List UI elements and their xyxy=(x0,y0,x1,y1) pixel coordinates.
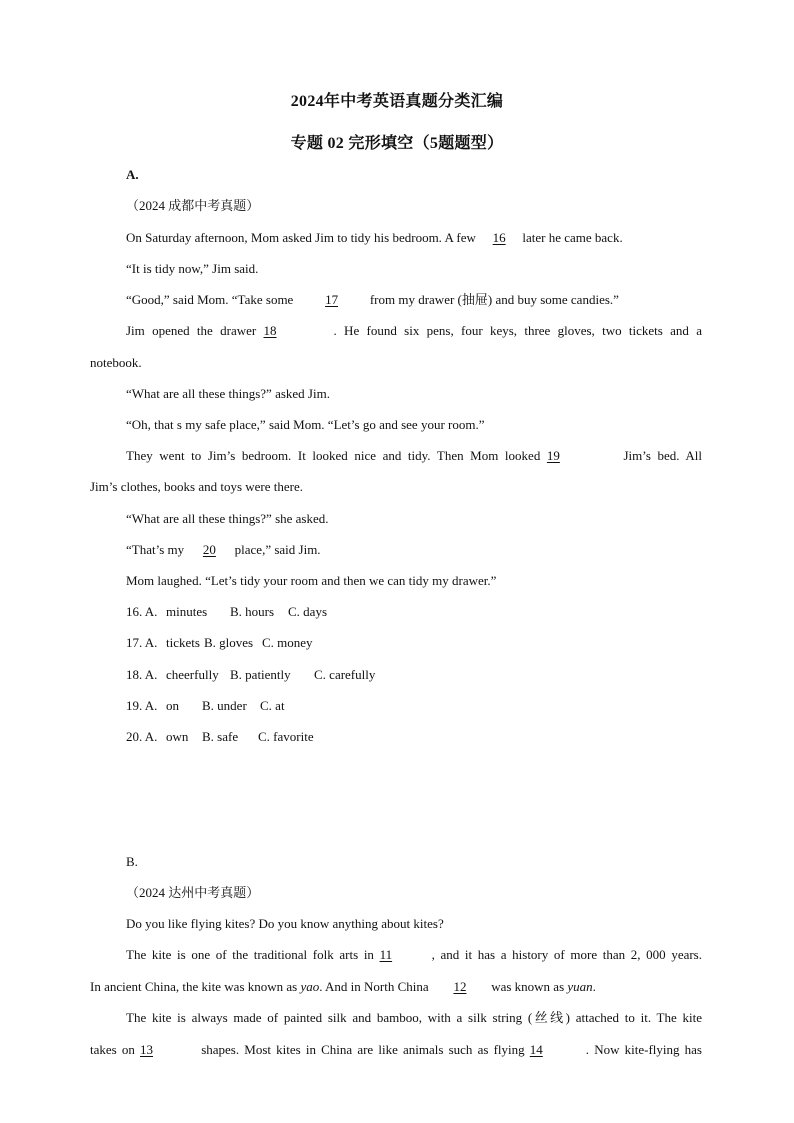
option-row-16: 16. A. minutes B. hours C. days xyxy=(126,604,327,619)
paragraph-a6: “Oh, that s my safe place,” said Mom. “Let’s go and see your room.” xyxy=(126,417,485,432)
paragraph-a1: On Saturday afternoon, Mom asked Jim to tidy his bedroom. A few 16 later he came back. xyxy=(126,230,623,245)
paragraph-a10: Mom laughed. “Let’s tidy your room and then we can tidy my drawer.” xyxy=(126,573,497,588)
term-yao: yao xyxy=(300,979,320,994)
paragraph-a5: “What are all these things?” asked Jim. xyxy=(126,386,330,401)
blank-17: 17 xyxy=(325,292,339,307)
paragraph-b2: The kite is one of the traditional folk arts in 11 , and it has a history of more than 2, 000 years. xyxy=(126,947,702,962)
document-title: 2024年中考英语真题分类汇编 xyxy=(290,93,504,110)
blank-19: 19 xyxy=(546,448,560,463)
section-b-source: （2024 达州中考真题） xyxy=(126,885,260,900)
paragraph-b1: Do you like flying kites? Do you know anything about kites? xyxy=(126,916,444,931)
blank-16: 16 xyxy=(492,230,506,245)
paragraph-a7: They went to Jim’s bedroom. It looked nice and tidy. Then Mom looked 19 Jim’s bed. All xyxy=(126,448,702,463)
paragraph-a3: “Good,” said Mom. “Take some 17 from my drawer (抽屉) and buy some candies.” xyxy=(126,292,619,307)
paragraph-a4: Jim opened the drawer 18 . He found six pens, four keys, three gloves, two tickets and a xyxy=(126,323,702,338)
paragraph-a9: “That’s my 20 place,” said Jim. xyxy=(126,542,321,557)
option-row-19: 19. A. on B. under C. at xyxy=(126,698,285,713)
paragraph-b3: The kite is always made of painted silk and bamboo, with a silk string (丝线) attached to it. The kite xyxy=(126,1010,702,1025)
blank-11: 11 xyxy=(379,947,393,962)
document-subtitle: 专题 02 完形填空（5题题型） xyxy=(290,135,504,152)
blank-14: 14 xyxy=(529,1042,543,1057)
term-yuan: yuan xyxy=(567,979,593,994)
option-row-18: 18. A. cheerfully B. patiently C. carefully xyxy=(126,667,376,682)
blank-18: 18 xyxy=(263,323,277,338)
blank-12: 12 xyxy=(453,979,467,994)
paragraph-a2: “It is tidy now,” Jim said. xyxy=(126,261,259,276)
section-a-source: （2024 成都中考真题） xyxy=(126,198,260,213)
paragraph-a4-continued: notebook. xyxy=(90,355,142,370)
section-a-label: A. xyxy=(126,167,139,182)
section-b-label: B. xyxy=(126,854,138,869)
paragraph-b2-continued: In ancient China, the kite was known as yao. And in North China 12 was known as yuan. xyxy=(90,979,596,994)
option-row-17: 17. A. tickets B. gloves C. money xyxy=(126,635,313,650)
paragraph-a7-continued: Jim’s clothes, books and toys were there. xyxy=(90,479,304,494)
paragraph-a8: “What are all these things?” she asked. xyxy=(126,511,329,526)
blank-20: 20 xyxy=(202,542,216,557)
blank-13: 13 xyxy=(140,1042,154,1057)
paragraph-b3-continued: takes on 13 shapes. Most kites in China are like animals such as flying 14 . Now kite-flying has xyxy=(90,1042,702,1057)
option-row-20: 20. A. own B. safe C. favorite xyxy=(126,729,314,744)
